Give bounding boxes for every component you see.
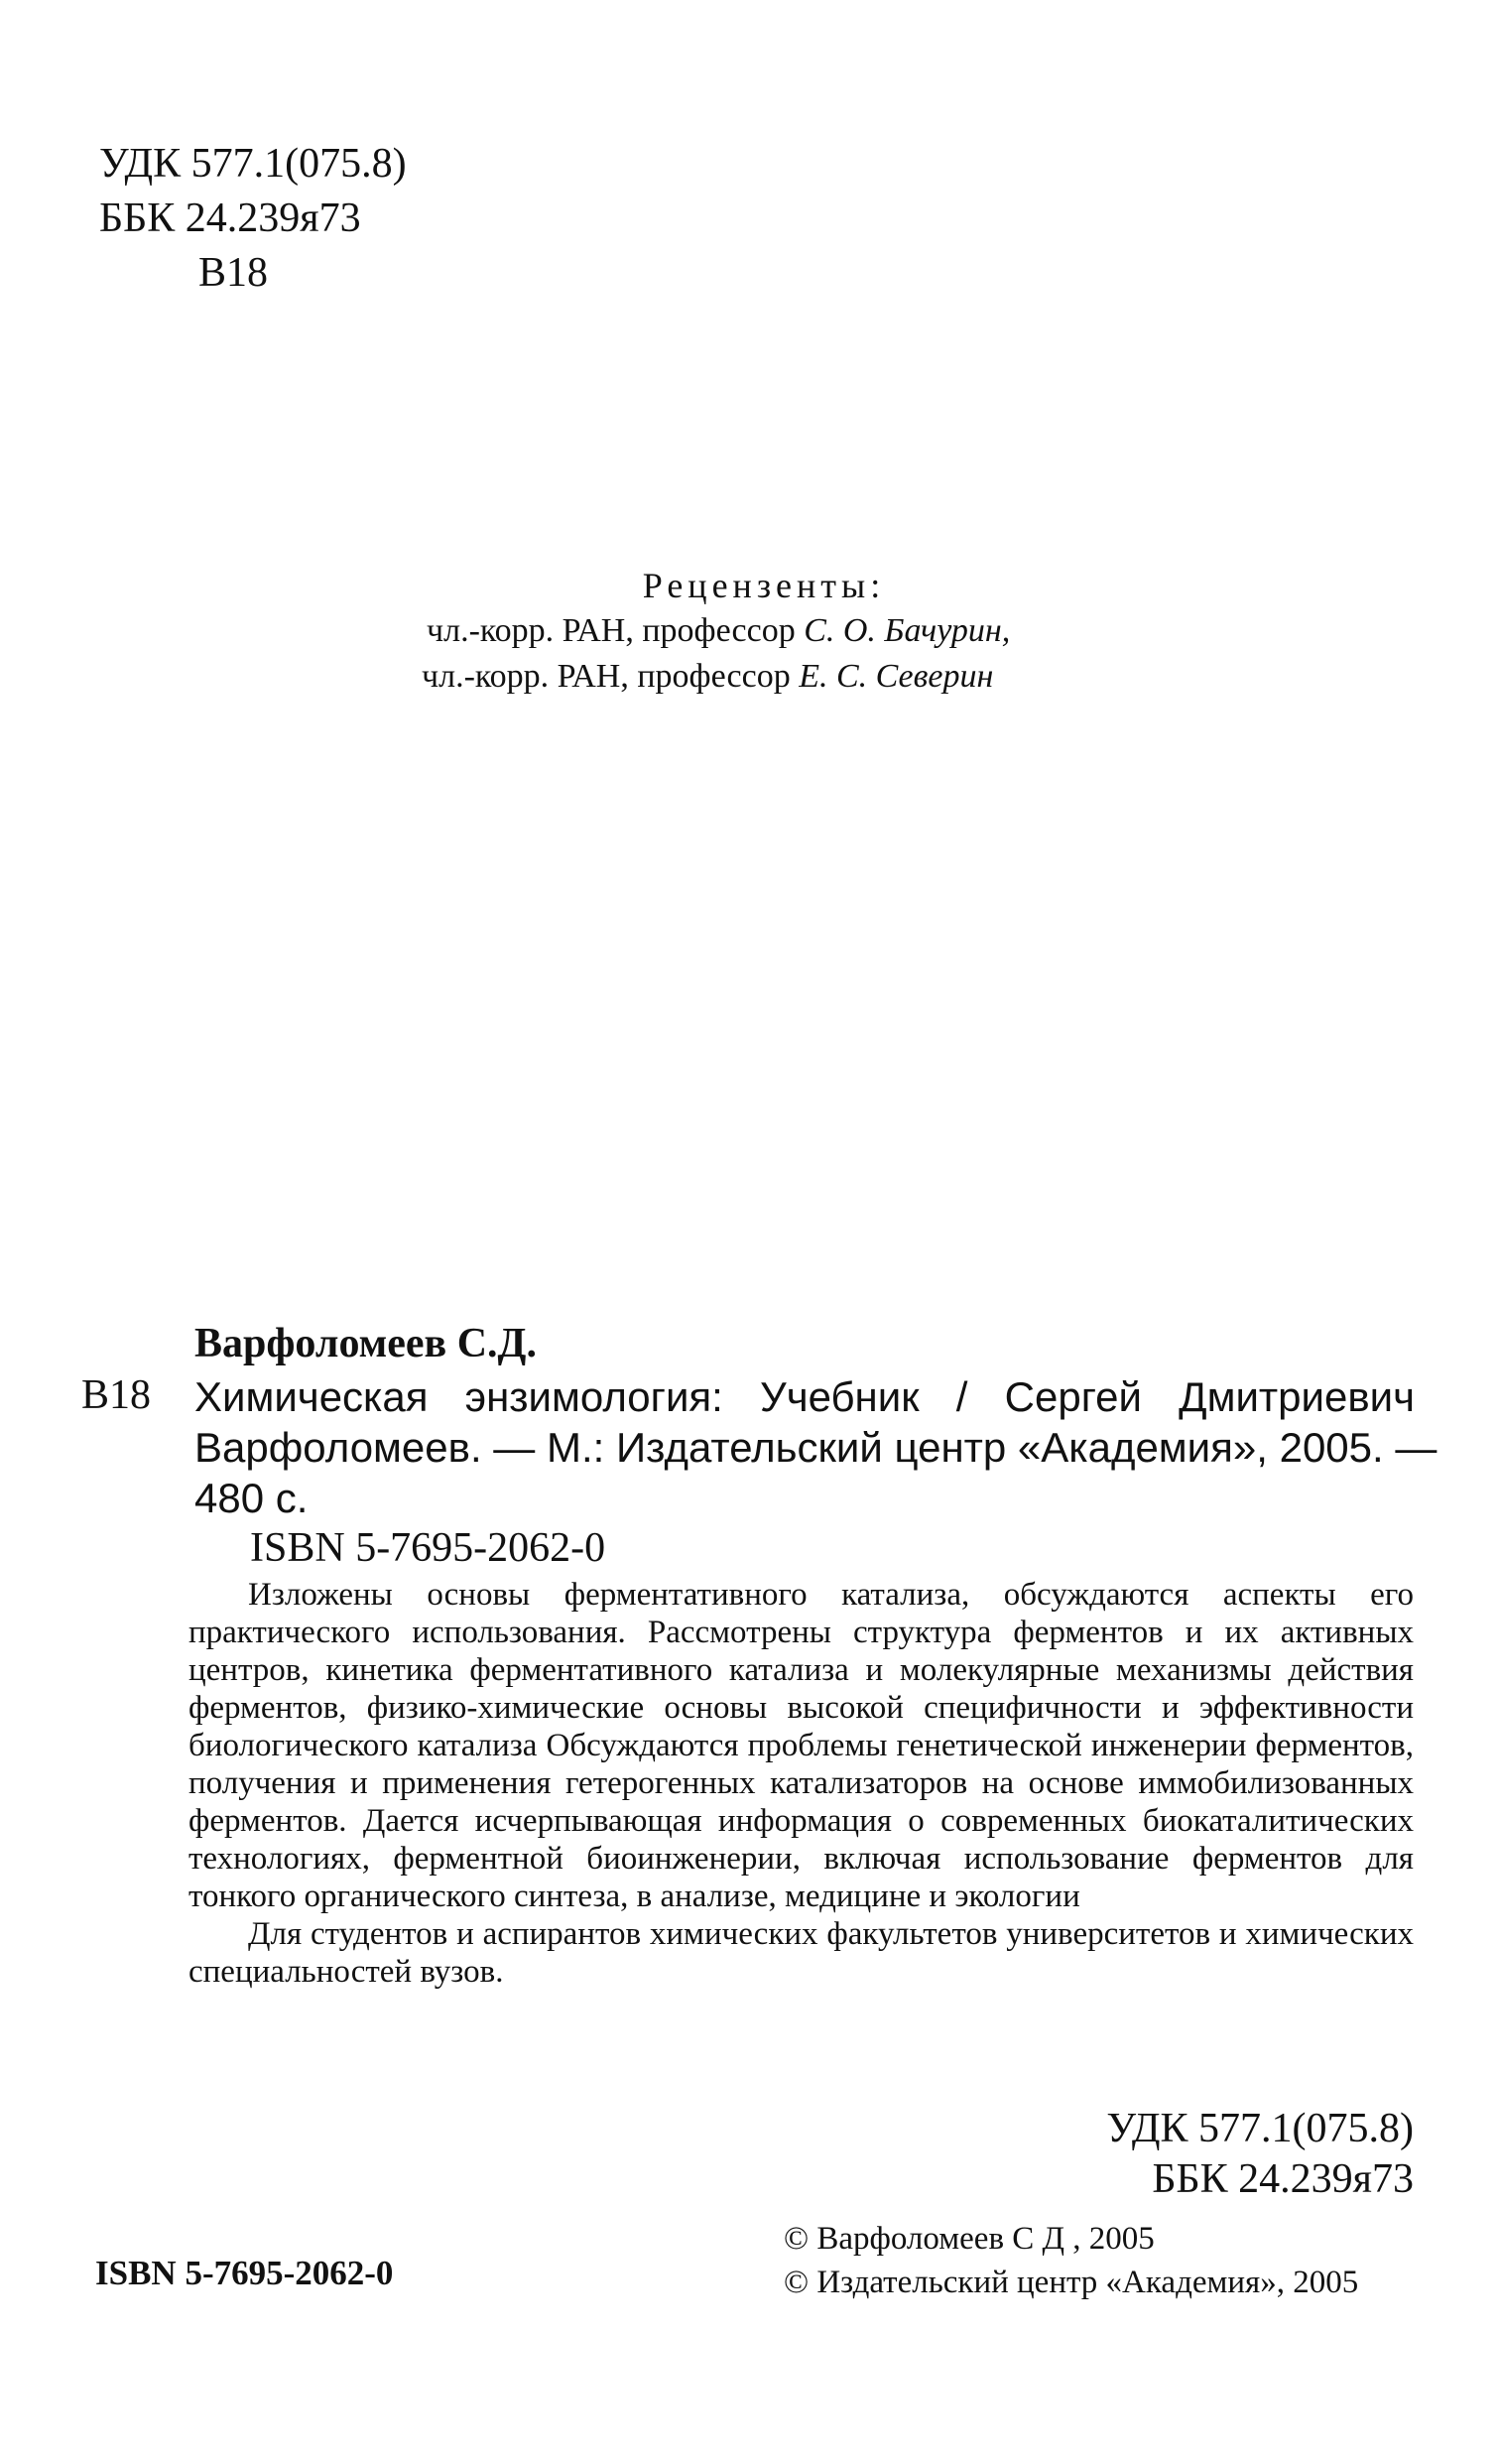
reviewer-2-name: Е. С. Северин (799, 658, 994, 695)
udk-code-bottom: УДК 577.1(075.8) (1106, 2106, 1414, 2151)
annotation (188, 1576, 1414, 1991)
classification-block-top (99, 137, 407, 301)
bibliographic-description (194, 1371, 1438, 1523)
copyright-publisher: © Издательский центр «Академия», 2005 (784, 2265, 1359, 2300)
annotation-paragraph-2: Для студентов и аспирантов химических факультетов университетов и химических специальностей вузов. (188, 1916, 1414, 1990)
copyright-author: © Варфоломеев С Д , 2005 (784, 2221, 1155, 2257)
author-heading: Варфоломеев С.Д. (194, 1321, 537, 1366)
reviewer-1 (397, 608, 1131, 654)
isbn-footer: ISBN 5-7695-2062-0 (95, 2254, 394, 2292)
udk-code: УДК 577.1(075.8) (99, 141, 407, 187)
bbk-code-bottom: ББК 24.239я73 (1152, 2156, 1414, 2202)
bbk-code: ББК 24.239я73 (99, 195, 361, 241)
bib-line-2: Варфоломеев. — М.: Издательский центр «Академия», 2005. — (194, 1424, 1438, 1471)
classification-block-bottom (1071, 2104, 1414, 2205)
reviewer-2 (397, 654, 1131, 700)
bib-line-3: 480 с. (194, 1475, 309, 1521)
reviewers-block (397, 563, 1131, 700)
copyright-block (784, 2217, 1419, 2304)
isbn-inline: ISBN 5-7695-2062-0 (250, 1525, 606, 1571)
reviewer-1-title: чл.-корр. РАН, профессор (427, 612, 805, 649)
reviewer-1-name: С. О. Бачурин, (804, 612, 1011, 649)
reviewers-heading: Рецензенты: (642, 566, 886, 605)
author-mark: В18 (198, 250, 269, 296)
bib-line-1: Химическая энзимология: Учебник / Сергей Дмитриевич (194, 1373, 1415, 1420)
bibliography-code: В18 (81, 1372, 152, 1418)
reviewer-2-title: чл.-корр. РАН, профессор (422, 658, 800, 695)
annotation-paragraph-1: Изложены основы ферментативного катализа, обсуждаются аспекты его практического использования. Рассмотрены структура ферментов и их активных центров, кинетика ферментативного катализа и молекулярные механизмы действия ферментов, физико-химические основы высокой специфичности и эффективности биологического катализа Обсуждаются проблемы генетической инженерии ферментов, получения и применения гетерогенных катализаторов на основе иммобилизованных ферментов. Дается исчерпывающая информация о современных биокаталитических технологиях, ферментной биоинженерии, включая использование ферментов для тонкого органического синтеза, в анализе, медицине и экологии (188, 1577, 1414, 1914)
